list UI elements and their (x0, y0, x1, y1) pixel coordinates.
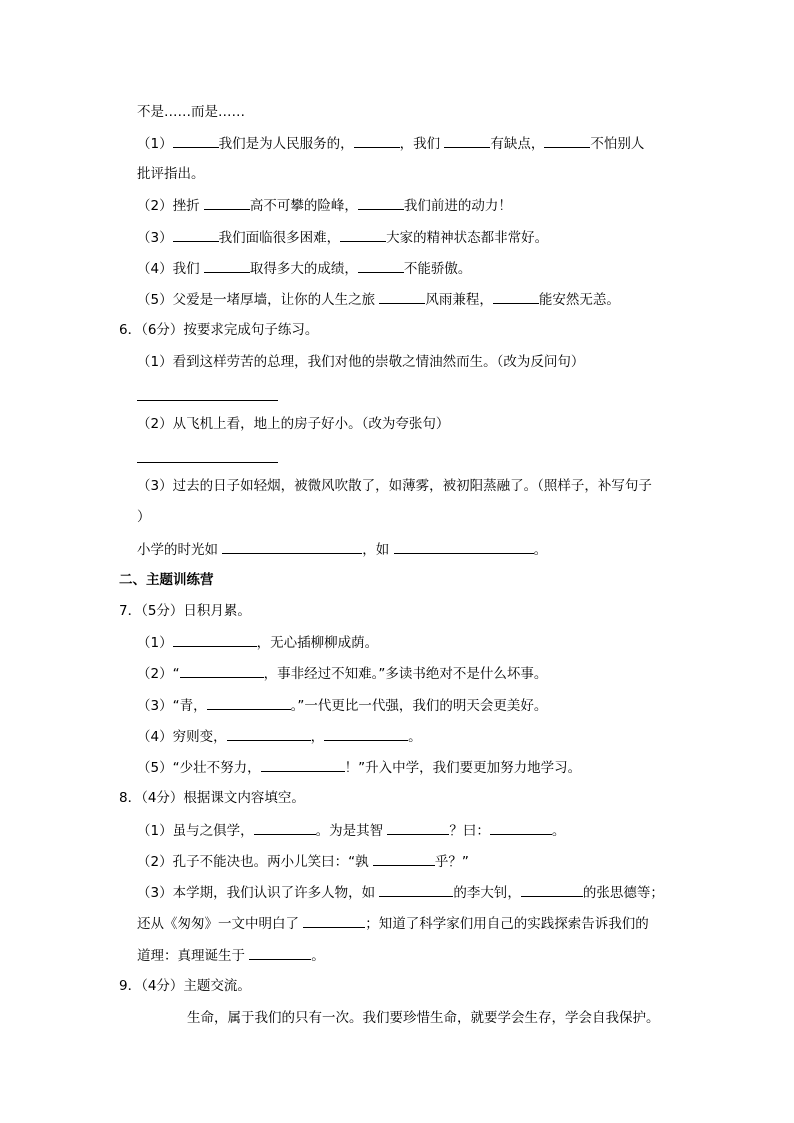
answer-blank[interactable] (254, 820, 316, 835)
answer-line[interactable] (137, 462, 278, 463)
question-7-item-1: （1） ，无心插柳柳成荫。 (137, 632, 378, 653)
answer-blank[interactable] (358, 195, 404, 210)
answer-blank[interactable] (544, 133, 590, 148)
answer-blank[interactable] (180, 663, 264, 678)
answer-blank[interactable] (227, 726, 311, 741)
question-8-item-3: （3）本学期，我们认识了许多人物，如 的李大钊， 的张思德等； (137, 882, 664, 903)
question-6-title: 6．（6分）按要求完成句子练习。 (119, 322, 319, 338)
question-8-item-3-line-3: 道理：真理诞生于 。 (137, 945, 325, 966)
question-6-item-3: （3）过去的日子如轻烟，被微风吹散了，如薄雾，被初阳蒸融了。（照样子，补写句子 (137, 478, 652, 494)
section-heading: 二、主题训练营 (119, 572, 214, 588)
question-8-title: 8．（4分）根据课文内容填空。 (119, 790, 305, 806)
question-8-item-1: （1）虽与之俱学， 。为是其智 ？曰： 。 (137, 820, 565, 841)
answer-blank[interactable] (173, 227, 219, 242)
answer-blank[interactable] (340, 227, 386, 242)
answer-blank[interactable] (261, 757, 345, 772)
answer-blank[interactable] (394, 539, 534, 554)
question-7-item-4: （4）穷则变， ， 。 (137, 726, 422, 747)
answer-blank[interactable] (493, 289, 539, 304)
answer-line[interactable] (137, 400, 278, 401)
question-8-item-2: （2）孔子不能决也。两小儿笑曰：“孰 乎？” (137, 851, 469, 872)
exercise-item-2: （2）挫折 高不可攀的险峰， 我们前进的动力！ (137, 195, 512, 216)
exercise-item-5: （5）父爱是一堵厚墙，让你的人生之旅 风雨兼程， 能安然无恙。 (137, 289, 620, 310)
exercise-pattern-header: 不是……而是…… (137, 104, 245, 120)
answer-blank[interactable] (204, 258, 250, 273)
question-8-item-3-line-2: 还从《匆匆》一文中明白了 ；知道了科学家们用自己的实践探索告诉我们的 (137, 913, 649, 934)
answer-blank[interactable] (490, 820, 552, 835)
answer-blank[interactable] (358, 258, 404, 273)
answer-blank[interactable] (249, 945, 311, 960)
question-7-item-2: （2）“ ，事非经过不知难。”多读书绝对不是什么坏事。 (137, 663, 547, 684)
answer-blank[interactable] (207, 695, 291, 710)
question-7-item-3: （3）“青， 。”一代更比一代强，我们的明天会更美好。 (137, 695, 547, 716)
answer-blank[interactable] (324, 726, 408, 741)
answer-blank[interactable] (373, 851, 435, 866)
question-6-item-3-answer: 小学的时光如 ，如 。 (137, 539, 547, 560)
exercise-item-1: （1） 我们是为人民服务的， ，我们 有缺点， 不怕别人 (137, 133, 644, 154)
question-7-item-5: （5）“少壮不努力， ！”升入中学，我们要更加努力地学习。 (137, 757, 581, 778)
answer-blank[interactable] (387, 820, 449, 835)
question-6-item-3-cont: ） (137, 509, 151, 525)
answer-blank[interactable] (222, 539, 362, 554)
answer-blank[interactable] (173, 632, 257, 647)
answer-blank[interactable] (204, 195, 250, 210)
answer-blank[interactable] (379, 289, 425, 304)
answer-blank[interactable] (521, 882, 583, 897)
answer-blank[interactable] (379, 882, 453, 897)
exercise-item-3: （3） 我们面临很多困难， 大家的精神状态都非常好。 (137, 227, 548, 248)
question-9-title: 9．（4分）主题交流。 (119, 978, 251, 994)
question-9-passage: 生命，属于我们的只有一次。我们要珍惜生命，就要学会生存，学会自我保护。 (187, 1010, 660, 1026)
question-7-title: 7．（5分）日积月累。 (119, 603, 251, 619)
exercise-item-1-cont: 批评指出。 (137, 166, 205, 182)
answer-blank[interactable] (444, 133, 490, 148)
answer-blank[interactable] (303, 913, 365, 928)
question-6-item-2: （2）从飞机上看，地上的房子好小。（改为夸张句） (137, 416, 450, 432)
question-6-item-1: （1）看到这样劳苦的总理，我们对他的崇敬之情油然而生。（改为反问句） (137, 354, 585, 370)
answer-blank[interactable] (173, 133, 219, 148)
answer-blank[interactable] (354, 133, 400, 148)
exercise-item-4: （4）我们 取得多大的成绩， 不能骄傲。 (137, 258, 471, 279)
